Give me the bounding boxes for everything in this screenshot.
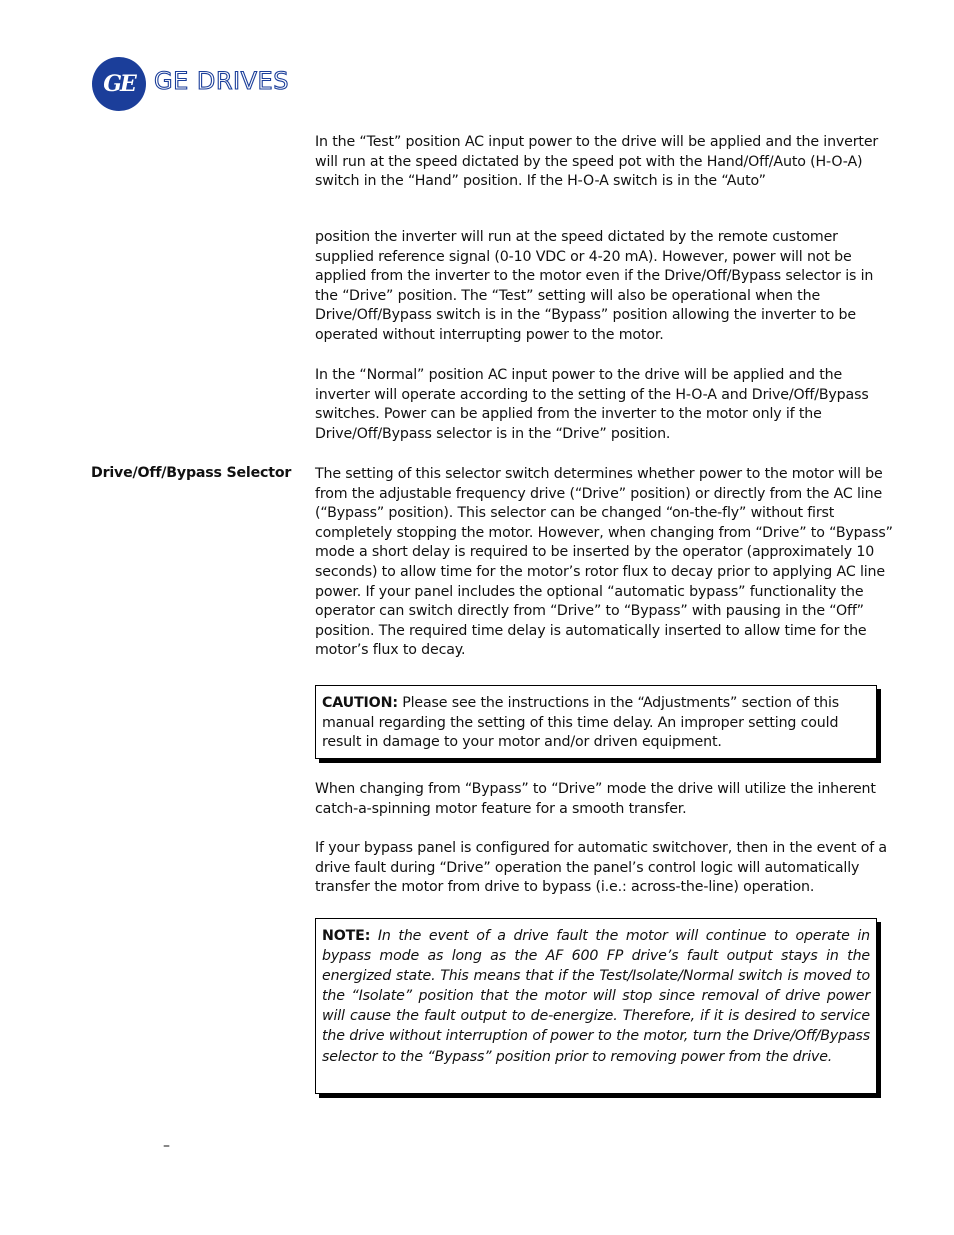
logo-text: GE DRIVES: [154, 67, 289, 95]
section-heading: Drive/Off/Bypass Selector: [91, 465, 292, 481]
paragraph-normal-position: In the “Normal” position AC input power to the drive will be applied and the inverter will operate according to the setting of the H-O-A and Drive/Off/Bypass switches. Power can be applied from the inverter to the motor only if the Drive/Off/Bypass selector is in the “Drive” position.: [315, 367, 869, 442]
ge-monogram-icon: [92, 57, 146, 111]
paragraph-auto-switchover: If your bypass panel is configured for automatic switchover, then in the event of a drive fault during “Drive” operation the panel’s control logic will automatically transfer the motor from drive to bypass (i.e.: across-the-line) operation.: [315, 840, 887, 896]
caution-text: CAUTION: Please see the instructions in the “Adjustments” section of this manual regarding the setting of this time delay. An improper setting could result in damage to your motor and/or driven equipment.: [322, 695, 840, 751]
paragraph-selector: The setting of this selector switch determines whether power to the motor will be from the adjustable frequency drive (“Drive” position) or directly from the AC line (“Bypass” position). This selector can be changed “on-the-fly” without first completely stopping the motor. However, when changing from “Drive” to “Bypass” mode a short delay is required to be inserted by the operator (approximately 10 seconds) to allow time for the motor’s rotor flux to decay prior to applying AC line power. If your panel includes the optional “automatic bypass” functionality the operator can switch directly from “Drive” to “Bypass” with pausing in the “Off” position. The required time delay is automatically inserted to allow time for the motor’s flux to decay.: [315, 466, 893, 659]
paragraph-test-position: In the “Test” position AC input power to the drive will be applied and the inverter will run at the speed dictated by the speed pot with the Hand/Off/Auto (H-O-A) switch in the “Hand” position. If the H-O-A switch is in the “Auto”: [315, 134, 879, 190]
note-text: NOTE: In the event of a drive fault the motor will continue to operate in bypass mode as long as the AF 600 FP drive’s fault output stays in the energized state. This means that if the Test/Isolate/Normal switch is moved to the “Isolate” position that the motor will stop since removal of drive power will cause the fault output to de-energize. Therefore, if it is desired to service the drive without interruption of power to the motor, turn the Drive/Off/Bypass selector to the “Bypass” position prior to removing power from the drive.: [322, 928, 870, 1065]
caution-box: [315, 685, 877, 759]
note-label: NOTE:: [322, 928, 371, 944]
paragraph-bypass-to-drive: When changing from “Bypass” to “Drive” mode the drive will utilize the inherent catch-a-spinning motor feature for a smooth transfer.: [315, 781, 876, 817]
paragraph-test-auto: position the inverter will run at the speed dictated by the remote customer supplied reference signal (0-10 VDC or 4-20 mA). However, power will not be applied from the inverter to the motor even if the Drive/Off/Bypass selector is in the “Drive” position. The “Test” setting will also be operational when the Drive/Off/Bypass switch is in the “Bypass” position allowing the inverter to be operated without interrupting power to the motor.: [315, 229, 874, 343]
caution-label: CAUTION:: [322, 695, 398, 711]
logo-mark: GE: [103, 71, 135, 97]
note-box: [315, 918, 877, 1094]
footer-mark: –: [163, 1138, 170, 1154]
